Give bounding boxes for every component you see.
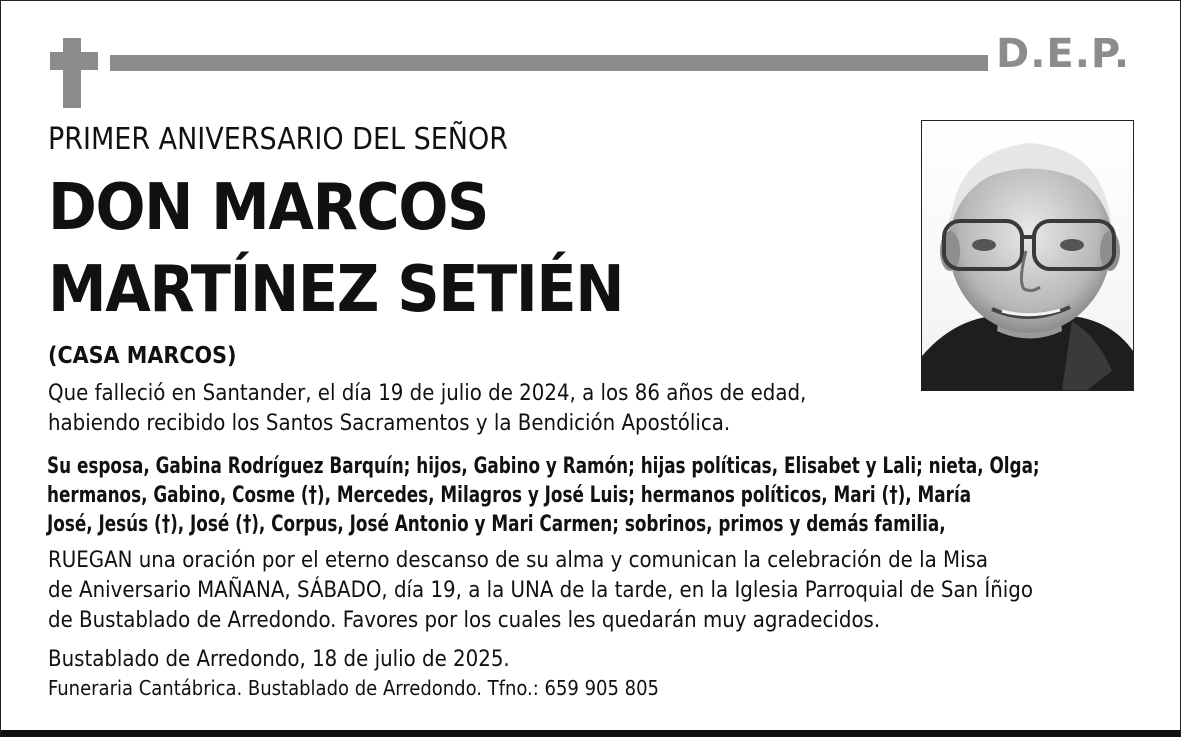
- request-text-line: de Aniversario MAÑANA, SÁBADO, día 19, a la UNA de la tarde, en la Iglesia Parroquial de San Íñigo: [48, 578, 1033, 603]
- dep-label: D.E.P.: [996, 31, 1131, 77]
- notice-heading: PRIMER ANIVERSARIO DEL SEÑOR: [48, 122, 508, 157]
- header-rule: [110, 55, 988, 71]
- portrait-photo: [921, 120, 1134, 391]
- cross-icon-bar: [50, 52, 98, 70]
- family-text-line: Su esposa, Gabina Rodríguez Barquín; hijos, Gabino y Ramón; hijas políticas, Elisabet y Lali; nieta, Olga;: [47, 454, 1040, 479]
- family-text-line: hermanos, Gabino, Cosme (†), Mercedes, Milagros y José Luis; hermanos políticos, Mari (†), María: [47, 483, 972, 508]
- request-text-line: RUEGAN una oración por el eterno descanso de su alma y comunican la celebración de la Misa: [48, 548, 989, 573]
- death-text-line: Que falleció en Santander, el día 19 de julio de 2024, a los 86 años de edad,: [48, 381, 807, 406]
- funeral-home-info: Funeraria Cantábrica. Bustablado de Arredondo. Tfno.: 659 905 805: [48, 676, 659, 700]
- request-text-line: de Bustablado de Arredondo. Favores por los cuales les quedarán muy agradecidos.: [48, 608, 881, 633]
- death-text-line: habiendo recibido los Santos Sacramentos y la Bendición Apostólica.: [48, 411, 731, 436]
- deceased-name-line1: DON MARCOS: [48, 171, 489, 245]
- cross-icon: [63, 38, 81, 108]
- family-text-line: José, Jesús (†), José (†), Corpus, José Antonio y Mari Carmen; sobrinos, primos y demás familia,: [47, 512, 946, 537]
- deceased-name-line2: MARTÍNEZ SETIÉN: [48, 253, 624, 327]
- deceased-alias: (CASA MARCOS): [48, 343, 237, 369]
- portrait-illustration: [922, 121, 1133, 390]
- place-date: Bustablado de Arredondo, 18 de julio de 2025.: [48, 647, 510, 672]
